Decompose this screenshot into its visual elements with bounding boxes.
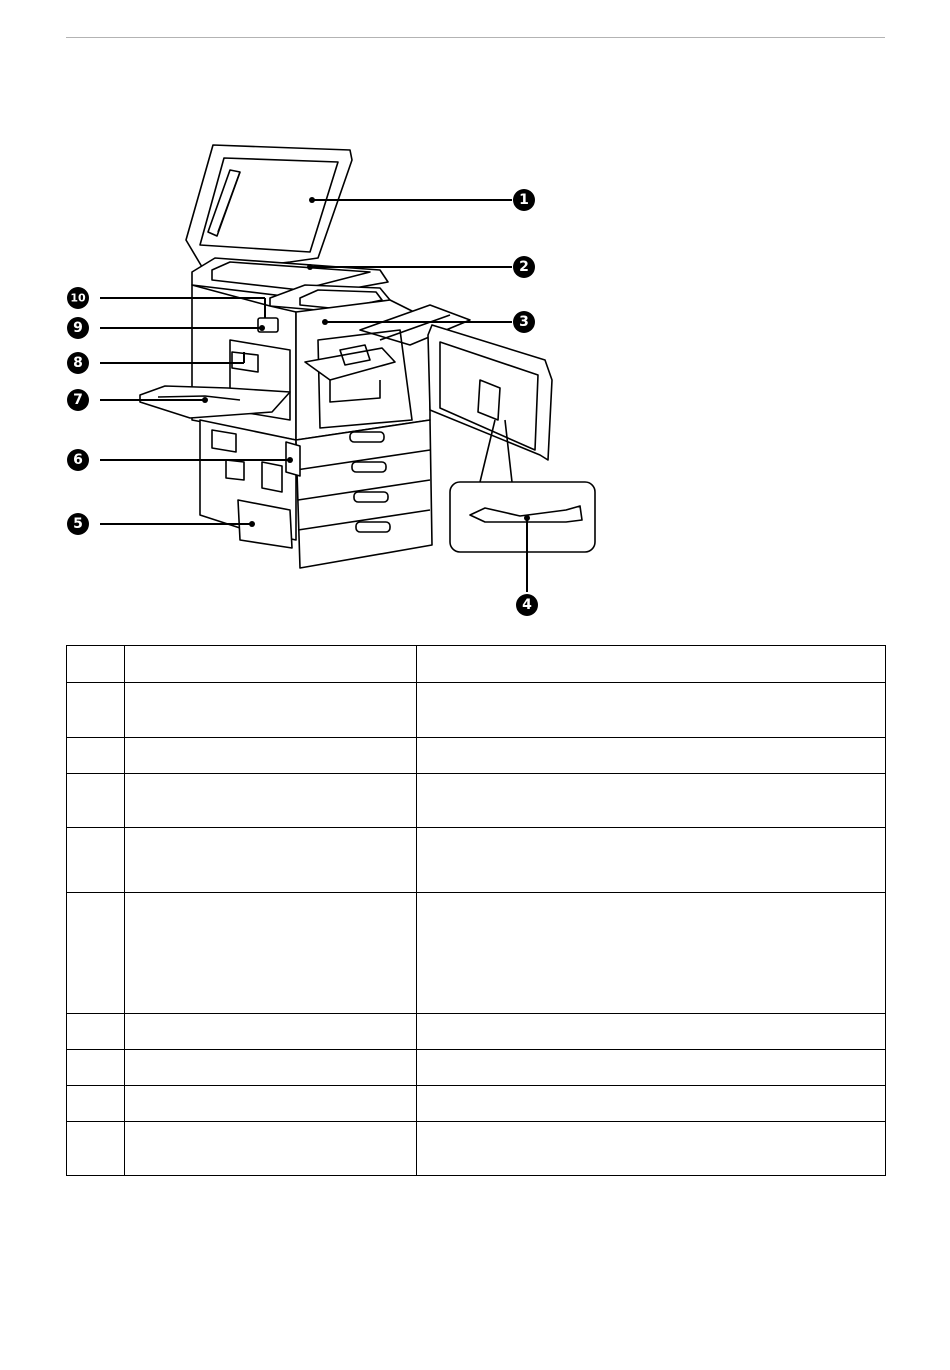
row-description [417,1086,886,1122]
callout-8 [67,352,89,374]
row-number [67,683,125,738]
row-number [67,1014,125,1050]
row-part-name [125,893,417,1014]
svg-text:5: 5 [73,516,83,532]
row-part-name [125,646,417,683]
adf-lid [186,145,352,272]
row-description [417,1014,886,1050]
table-row [67,646,886,683]
callout-1 [513,189,535,211]
callout-7 [67,389,89,411]
table-row [67,893,886,1014]
row-number [67,1050,125,1086]
svg-text:4: 4 [522,597,532,613]
row-part-name [125,1050,417,1086]
row-number [67,893,125,1014]
callout-4 [516,594,538,616]
row-description [417,893,886,1014]
row-part-name [125,828,417,893]
row-description [417,774,886,828]
callout-10 [67,287,89,309]
svg-text:6: 6 [73,452,83,468]
table-row [67,1014,886,1050]
row-description [417,1050,886,1086]
callout-3 [513,311,535,333]
table-row [67,828,886,893]
svg-text:1: 1 [519,192,529,208]
row-number [67,646,125,683]
svg-text:2: 2 [519,259,529,275]
row-description [417,646,886,683]
svg-text:3: 3 [519,314,529,330]
row-number [67,1086,125,1122]
row-number [67,738,125,774]
callout-9 [67,317,89,339]
callout-2 [513,256,535,278]
row-description [417,828,886,893]
row-number [67,1122,125,1176]
table-row [67,1086,886,1122]
row-part-name [125,774,417,828]
table-row [67,738,886,774]
row-part-name [125,1122,417,1176]
callout-5 [67,513,89,535]
parts-table [66,645,886,1176]
row-part-name [125,738,417,774]
svg-text:9: 9 [73,320,83,336]
printer-illustration [0,0,950,640]
row-part-name [125,683,417,738]
table-row [67,774,886,828]
svg-text:10: 10 [70,291,86,305]
row-description [417,1122,886,1176]
row-description [417,683,886,738]
svg-text:8: 8 [73,355,83,371]
svg-text:7: 7 [73,392,83,408]
row-number [67,828,125,893]
printer-parts-figure [0,0,950,640]
row-part-name [125,1086,417,1122]
callout-6 [67,449,89,471]
table-row [67,1050,886,1086]
table-row [67,683,886,738]
row-part-name [125,1014,417,1050]
row-number [67,774,125,828]
row-description [417,738,886,774]
table-row [67,1122,886,1176]
